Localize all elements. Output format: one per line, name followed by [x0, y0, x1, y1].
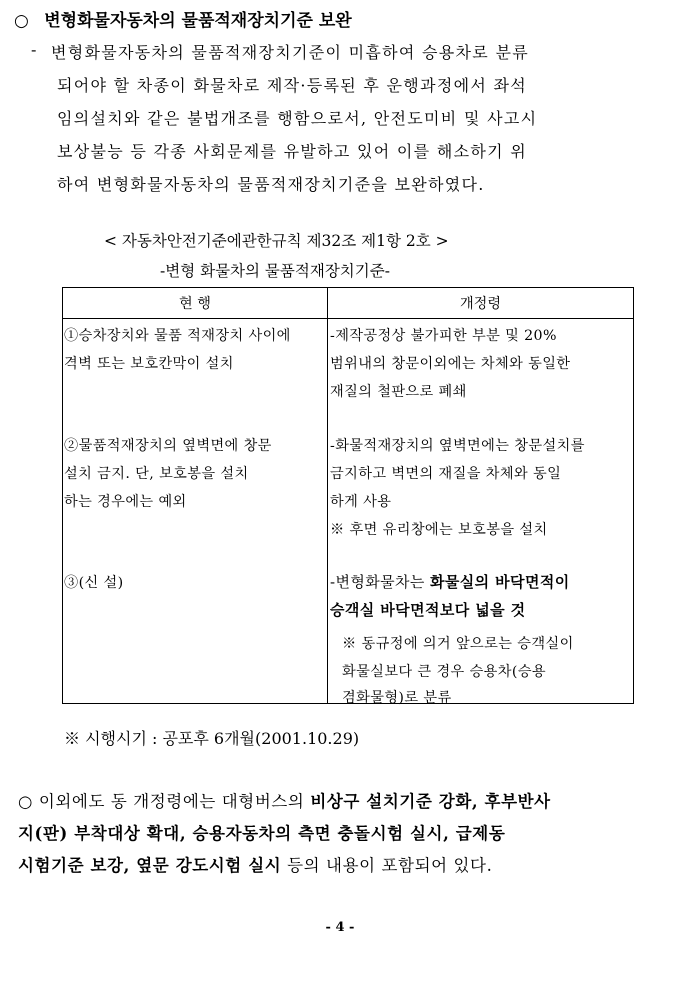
revised-line: 재질의 철판으로 폐쇄 — [330, 384, 467, 400]
current-line: ③(신 설) — [64, 575, 124, 591]
revised-cell — [328, 319, 634, 704]
para-line: 보상불능 등 각종 사회문제를 유발하고 있어 이를 해소하기 위 — [57, 142, 527, 161]
revised-note: 겸화물형)로 분류 — [342, 690, 452, 706]
page-number: - 4 - — [325, 920, 355, 935]
revised-line: -화물적재장치의 옆벽면에는 창문설치를 — [330, 438, 585, 454]
effective-date-note: ※ 시행시기 : 공포후 6개월(2001.10.29) — [64, 729, 360, 748]
section2-bold-text: 시험기준 보강, 옆문 강도시험 실시 — [18, 856, 282, 875]
current-line: 격벽 또는 보호칸막이 설치 — [64, 356, 234, 372]
revised-line: 금지하고 벽면의 재질을 차체와 동일 — [330, 466, 562, 482]
regulation-table — [62, 287, 634, 704]
col-header-current: 현 행 — [63, 288, 328, 319]
current-line: ②물품적재장치의 옆벽면에 창문 — [64, 438, 272, 454]
revised-line: 하게 사용 — [330, 494, 392, 510]
table-subcaption: -변형 화물차의 물품적재장치기준- — [160, 262, 390, 280]
section2-text: 등의 내용이 포함되어 있다. — [281, 856, 493, 875]
revised-line: 범위내의 창문이외에는 차체와 동일한 — [330, 356, 571, 372]
revised-line — [330, 571, 570, 592]
revised-note: ※ 동규정에 의거 앞으로는 승객실이 — [342, 636, 574, 652]
section2-line-2: 지(판) 부착대상 확대, 승용자동차의 측면 충돌시험 실시, 급제동 — [18, 824, 506, 843]
revised-note: ※ 후면 유리창에는 보호봉을 설치 — [330, 522, 548, 538]
section2-line-3 — [18, 852, 492, 876]
revised-bold-line: 승객실 바닥면적보다 넓을 것 — [330, 601, 526, 619]
current-line: ①승차장치와 물품 적재장치 사이에 — [64, 328, 291, 344]
bullet-icon: ○ — [14, 11, 29, 31]
section2-text: 이외에도 동 개정령에는 대형버스의 — [33, 792, 311, 811]
dash-marker: - — [31, 40, 38, 59]
revised-line: -제작공정상 불가피한 부분 및 20% — [330, 328, 557, 344]
para-line: 하여 변형화물자동차의 물품적재장치기준을 보완하였다. — [57, 175, 485, 194]
current-line: 하는 경우에는 예외 — [64, 494, 187, 510]
para-line: 임의설치와 같은 불법개조를 행함으로서, 안전도미비 및 사고시 — [57, 109, 538, 128]
para-line: 되어야 할 차종이 화물차로 제작·등록된 후 운행과정에서 좌석 — [57, 76, 527, 95]
section1-heading-line — [14, 6, 352, 31]
table-caption: < 자동차안전기준에관한규칙 제32조 제1항 2호 > — [104, 232, 449, 250]
current-cell — [63, 319, 328, 704]
item3-bold-text: 화물실의 바닥면적이 — [429, 573, 570, 591]
current-line: 설치 금지. 단, 보호봉을 설치 — [64, 466, 249, 482]
section2-bold-text: 비상구 설치기준 강화, 후부반사 — [310, 792, 551, 811]
section2-line-1 — [18, 788, 551, 812]
item3-prefix: -변형화물차는 — [330, 573, 430, 591]
bullet-icon: ○ — [18, 792, 33, 811]
section1-heading: 변형화물자동차의 물품적재장치기준 보완 — [44, 11, 352, 31]
para-line: 변형화물자동차의 물품적재장치기준이 미흡하여 승용차로 분류 — [51, 43, 529, 62]
col-header-revised: 개정령 — [328, 288, 634, 319]
revised-note: 화물실보다 큰 경우 승용차(승용 — [342, 664, 547, 680]
